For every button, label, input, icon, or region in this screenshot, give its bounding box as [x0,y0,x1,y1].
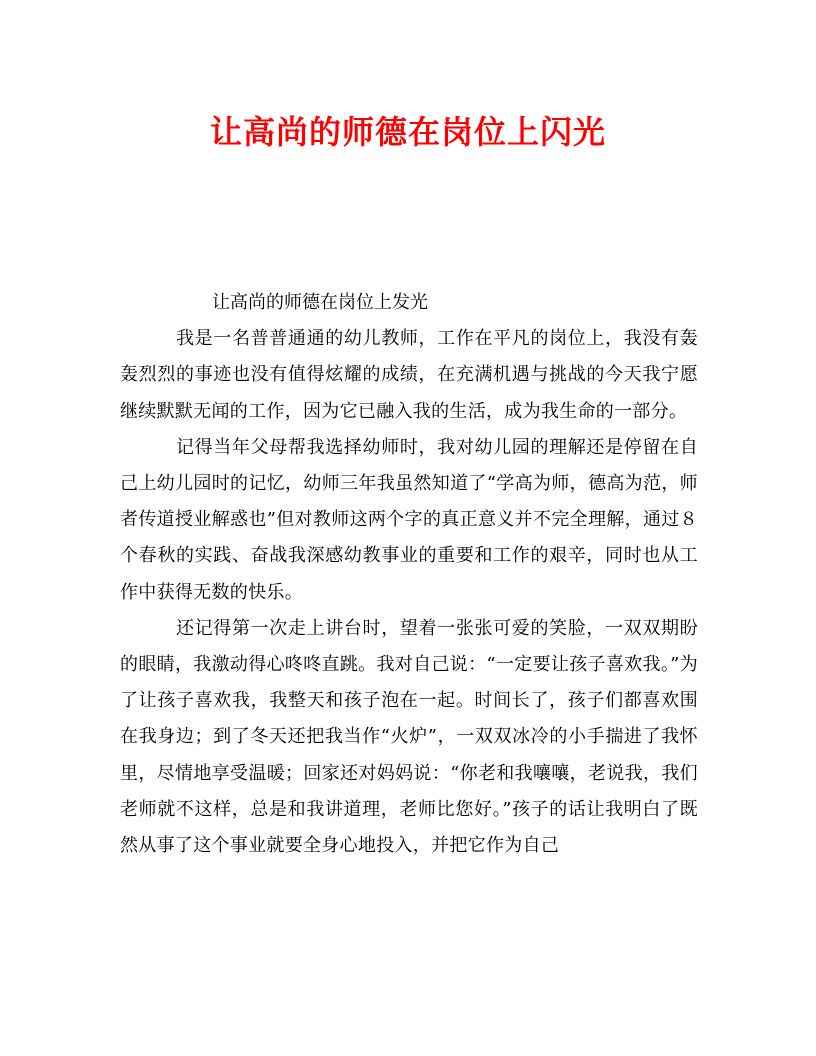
paragraph-1: 我是一名普普通通的幼儿教师，工作在平凡的岗位上，我没有轰轰烈烈的事迹也没有值得炫耀的成绩，在充满机遇与挑战的今天我宁愿继续默默无闻的工作，因为它已融入我的生活，成为我生命的一部分。 [120,328,698,422]
document-subtitle: 让高尚的师德在岗位上发光 [212,292,428,313]
document-body [120,285,698,864]
document-title: 让高尚的师德在岗位上闪光 [209,113,606,151]
paragraph-3: 还记得第一次走上讲台时，望着一张张可爱的笑脸，一双双期盼的眼睛，我激动得心咚咚直跳。我对自己说：“一定要让孩子喜欢我。”为了让孩子喜欢我，我整天和孩子泡在一起。时间长了，孩子们都喜欢围在我身边；到了冬天还把我当作“火炉”，一双双冰冷的小手揣进了我怀里，尽情地享受温暖；回家还对妈妈说：“你老和我嚷嚷，老说我，我们老师就不这样，总是和我讲道理，老师比您好。”孩子的话让我明白了既然从事了这个事业就要全身心地投入，并把它作为自己 [120,617,698,857]
paragraph-2: 记得当年父母帮我选择幼师时，我对幼儿园的理解还是停留在自己上幼儿园时的记忆，幼师三年我虽然知道了“学高为师，德高为范，师者传道授业解惑也”但对教师这两个字的真正意义并不完全理解，通过８个春秋的实践、奋战我深感幼教事业的重要和工作的艰辛，同时也从工作中获得无数的快乐。 [120,436,698,603]
